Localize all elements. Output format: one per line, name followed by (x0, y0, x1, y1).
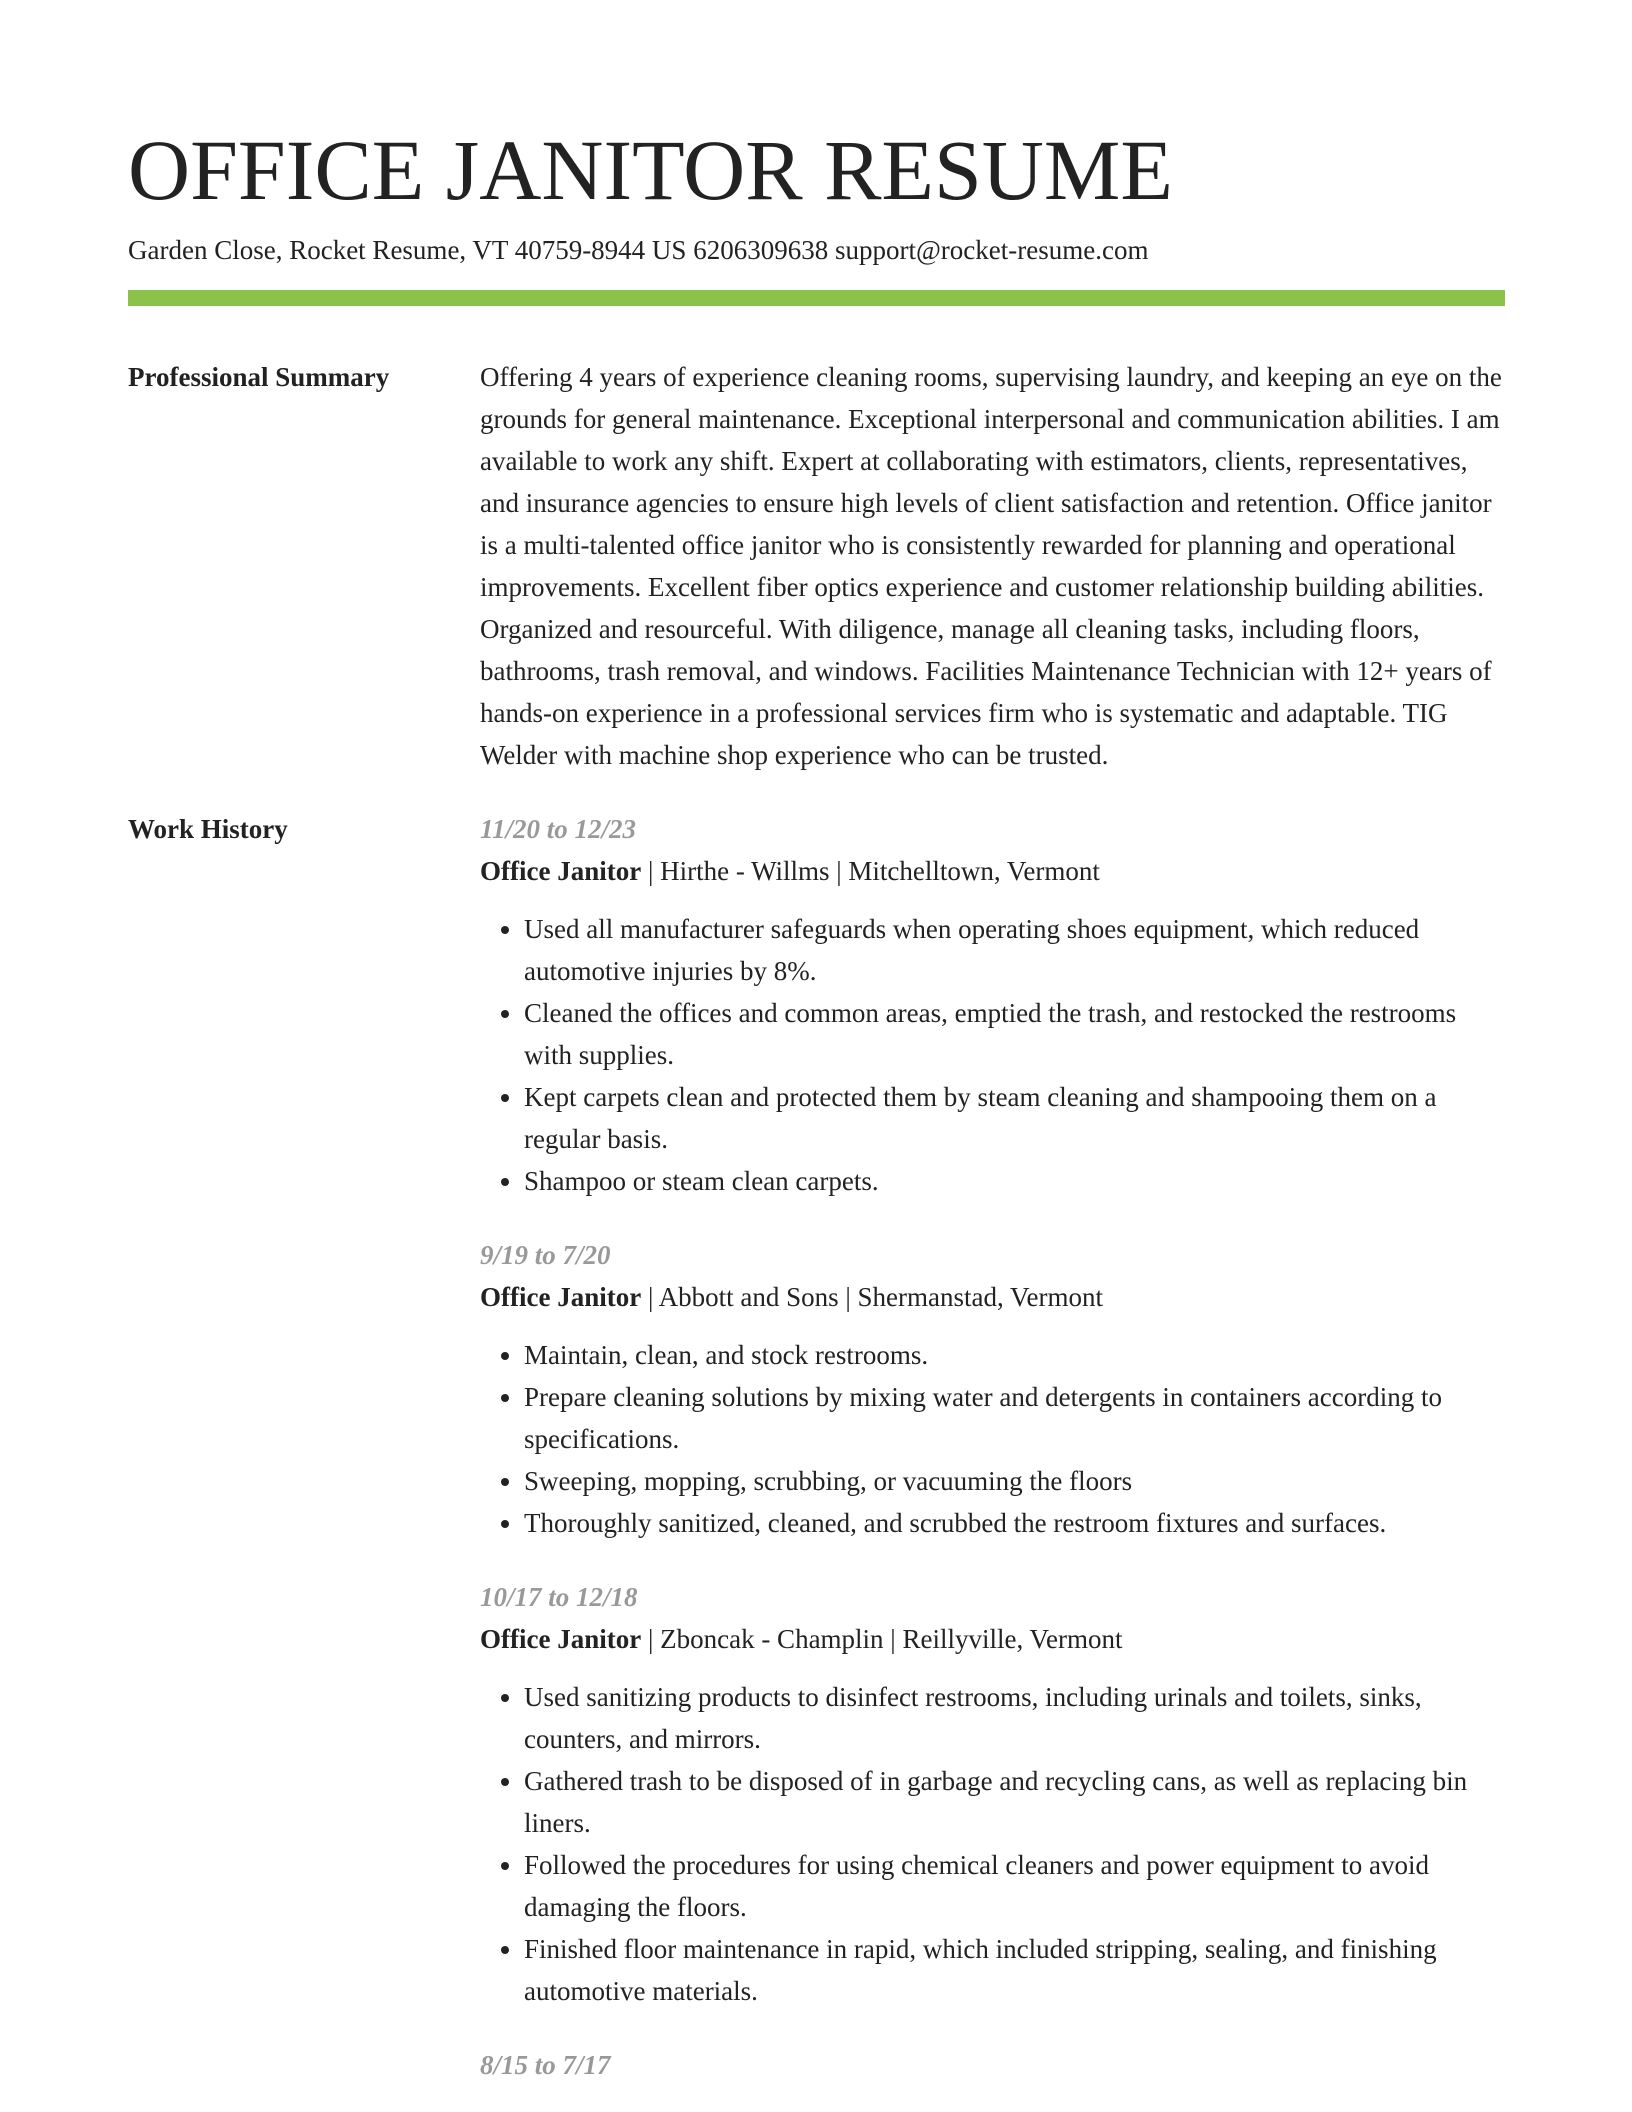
job-entry (480, 808, 1505, 1202)
section-label-summary: Professional Summary (128, 362, 390, 392)
resume-page (128, 120, 1505, 2086)
list-item: • Thoroughly sanitized, cleaned, and scrubbed the restroom fixtures and surfaces. (524, 1502, 1505, 1544)
job-entry (480, 1576, 1505, 2012)
job-dates: 8/15 to 7/17 (480, 2050, 611, 2080)
job-heading (480, 1618, 1505, 1660)
list-item: • Finished floor maintenance in rapid, which included stripping, sealing, and finishing automotive materials. (524, 1928, 1505, 2012)
job-title: Office Janitor (480, 856, 642, 886)
job-duties-list (480, 1334, 1505, 1544)
summary-text: Offering 4 years of experience cleaning rooms, supervising laundry, and keeping an eye on the grounds for general maintenance. Exceptional interpersonal and communication abilities. I am available to work any shift. Expert at collaborating with estimators, clients, representatives, and insurance agencies to ensure high levels of client satisfaction and retention. Office janitor is a multi-talented office janitor who is consistently rewarded for planning and operational improvements. Excellent fiber optics experience and customer relationship building abilities. Organized and resourceful. With diligence, manage all cleaning tasks, including floors, bathrooms, trash removal, and windows. Facilities Maintenance Technician with 12+ years of hands-on experience in a professional services firm who is systematic and adaptable. TIG Welder with machine shop experience who can be trusted. (480, 362, 1502, 770)
list-item: • Prepare cleaning solutions by mixing water and detergents in containers according to specifications. (524, 1376, 1505, 1460)
list-item: • Gathered trash to be disposed of in garbage and recycling cans, as well as replacing bin liners. (524, 1760, 1505, 1844)
job-duties-list (480, 1676, 1505, 2012)
list-item: • Sweeping, mopping, scrubbing, or vacuuming the floors (524, 1460, 1505, 1502)
contact-line: Garden Close, Rocket Resume, VT 40759-8944 US 6206309638 support@rocket-resume.com (128, 235, 1149, 265)
job-duties-list (480, 908, 1505, 1202)
job-entry (480, 2044, 1505, 2086)
job-heading (480, 1276, 1505, 1318)
job-employer-location: | Zboncak - Champlin | Reillyville, Vermont (641, 1624, 1123, 1654)
list-item: • Used all manufacturer safeguards when operating shoes equipment, which reduced automotive injuries by 8%. (524, 908, 1505, 992)
job-dates: 11/20 to 12/23 (480, 814, 637, 844)
job-title: Office Janitor (480, 1624, 642, 1654)
professional-summary-section (128, 356, 1505, 776)
job-list (480, 808, 1505, 2086)
list-item: • Followed the procedures for using chemical cleaners and power equipment to avoid damaging the floors. (524, 1844, 1505, 1928)
list-item: • Used sanitizing products to disinfect restrooms, including urinals and toilets, sinks, counters, and mirrors. (524, 1676, 1505, 1760)
job-employer-location: | Hirthe - Willms | Mitchelltown, Vermont (641, 856, 1100, 886)
list-item: • Maintain, clean, and stock restrooms. (524, 1334, 1505, 1376)
job-employer-location: | Abbott and Sons | Shermanstad, Vermont (641, 1282, 1103, 1312)
job-entry (480, 1234, 1505, 1544)
section-label-work-history: Work History (128, 814, 288, 844)
list-item: • Kept carpets clean and protected them by steam cleaning and shampooing them on a regular basis. (524, 1076, 1505, 1160)
job-dates: 9/19 to 7/20 (480, 1240, 611, 1270)
list-item: • Cleaned the offices and common areas, emptied the trash, and restocked the restrooms with supplies. (524, 992, 1505, 1076)
list-item: • Shampoo or steam clean carpets. (524, 1160, 1505, 1202)
accent-divider (128, 290, 1505, 306)
job-dates: 10/17 to 12/18 (480, 1582, 638, 1612)
job-title: Office Janitor (480, 1282, 642, 1312)
resume-title: OFFICE JANITOR RESUME (128, 122, 1173, 218)
work-history-section (128, 808, 1505, 2086)
job-heading (480, 850, 1505, 892)
